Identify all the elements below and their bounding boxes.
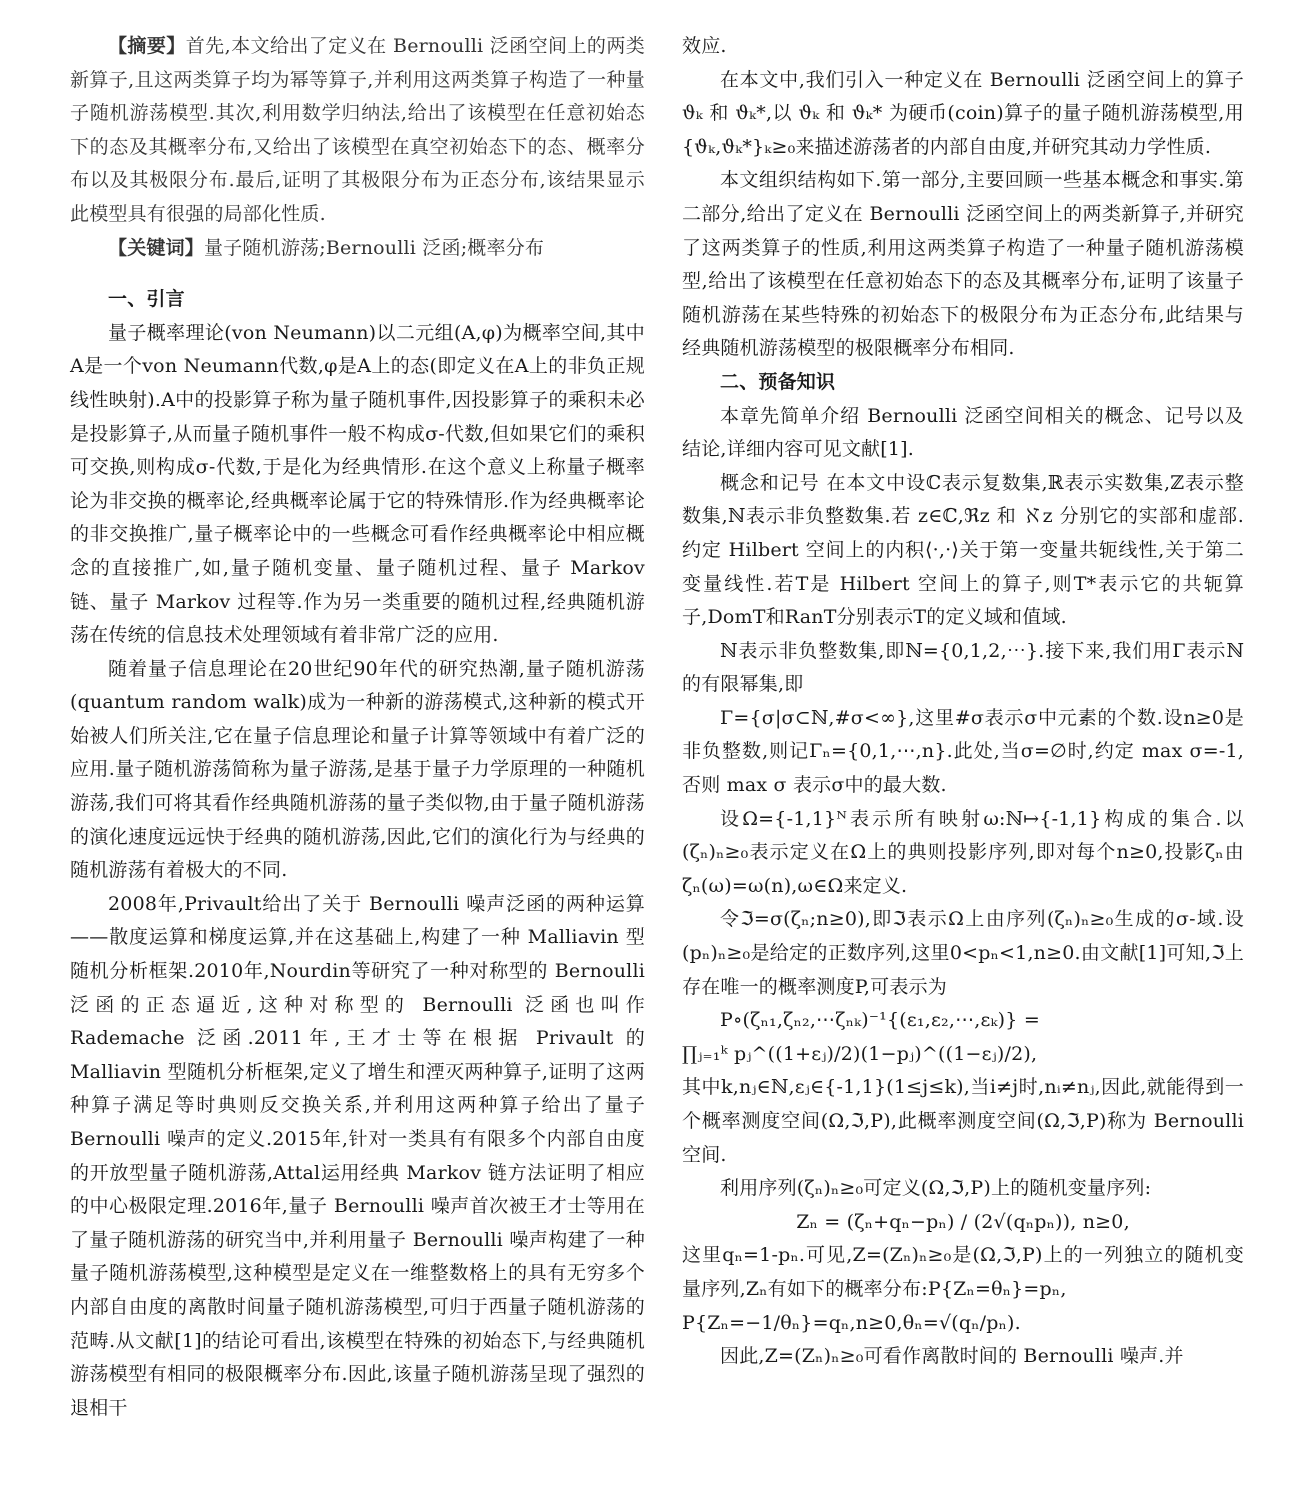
formula-product: ∏ⱼ₌₁ᵏ pⱼ^((1+εⱼ)/2)(1−pⱼ)^((1−εⱼ)/2), (682, 1042, 1038, 1065)
section-prelim-title: 二、预备知识 (720, 370, 836, 393)
paragraph: 利用序列(ζₙ)ₙ≥₀可定义(Ω,ℑ,P)上的随机变量序列: (720, 1177, 1152, 1200)
section-intro-title: 一、引言 (108, 288, 185, 311)
paragraph: 这里qₙ=1-pₙ.可见,Z=(Zₙ)ₙ≥₀是(Ω,ℑ,P)上的一列独立的随机变量序列,Zₙ有如下的概率分布:P{Zₙ=θₙ}=pₙ, (682, 1244, 1244, 1300)
paragraph: 概念和记号 在本文中设ℂ表示复数集,ℝ表示实数集,ℤ表示整数集,ℕ表示非负整数集.若 z∈ℂ,ℜz 和 ℵz 分别它的实部和虚部.约定 Hilbert 空间上的内积⟨·,·⟩关于第一变量共轭线性,关于第二变量线性.若T是 Hilbert 空间上的算子,则T*表示它的共轭算子,DomT和RanT分别表示T的定义域和值域. (682, 471, 1244, 629)
paragraph: 本章先简单介绍 Bernoulli 泛函空间相关的概念、记号以及结论,详细内容可见文献[1]. (682, 404, 1244, 461)
right-column (682, 30, 1244, 1374)
paragraph: 2008年,Privault给出了关于 Bernoulli 噪声泛函的两种运算——散度运算和梯度运算,并在这基础上,构建了一种 Malliavin 型随机分析框架.2010年,Nourdin等研究了一种对称型的 Bernoulli 泛函的正态逼近,这种对称型的 Bernoulli 泛函也叫作 Rademache 泛函.2011年,王才士等在根据 Privault 的 Malliavin 型随机分析框架,定义了增生和湮灭两种算子,证明了这两种算子满足等时典则反交换关系,并利用这两种算子给出了量子 Bernoulli 噪声的定义.2015年,针对一类具有有限多个内部自由度的开放型量子随机游荡,Attal运用经典 Markov 链方法证明了相应的中心极限定理.2016年,量子 Bernoulli 噪声首次被王才士等用在了量子随机游荡的研究当中,并利用量子 Bernoulli 噪声构建了一种量子随机游荡模型,这种模型是定义在一维整数格上的具有无穷多个内部自由度的离散时间量子随机游荡模型,可归于西量子随机游荡的范畴.从文献[1]的结论可看出,该模型在特殊的初始态下,与经典随机游荡模型有相同的极限概率分布.因此,该量子随机游荡呈现了强烈的退相干 (70, 892, 645, 1419)
paragraph: Γ={σ|σ⊂ℕ,#σ<∞},这里#σ表示σ中元素的个数.设n≥0是非负整数,则记Γₙ={0,1,⋯,n}.此处,当σ=∅时,约定 max σ=-1,否则 max σ 表示σ中的最大数. (682, 706, 1244, 797)
formula-zn: Zₙ = (ζₙ+qₙ−pₙ) / (2√(qₙpₙ)), n≥0, (796, 1210, 1130, 1233)
paragraph: 量子概率理论(von Neumann)以二元组(A,φ)为概率空间,其中A是一个von Neumann代数,φ是A上的态(即定义在A上的非负正规线性映射).A中的投影算子称为量子随机事件,因投影算子的乘积未必是投影算子,从而量子随机事件一般不构成σ-代数,但如果它们的乘积可交换,则构成σ-代数,于是化为经典情形.在这个意义上称量子概率论为非交换的概率论,经典概率论属于它的特殊情形.作为经典概率论的非交换推广,量子概率论中的一些概念可看作经典概率论中相应概念的直接推广,如,量子随机变量、量子随机过程、量子 Markov 链、量子 Markov 过程等.作为另一类重要的随机过程,经典随机游荡在传统的信息技术处理领域有着非常广泛的应用. (70, 321, 645, 647)
paragraph: 随着量子信息理论在20世纪90年代的研究热潮,量子随机游荡(quantum random walk)成为一种新的游荡模式,这种新的模式开始被人们所关注,它在量子信息理论和量子计算等领域中有着广泛的应用.量子随机游荡简称为量子游荡,是基于量子力学原理的一种随机游荡,我们可将其看作经典随机游荡的量子类似物,由于量子随机游荡的演化速度远远快于经典的随机游荡,因此,它们的演化行为与经典的随机游荡有着极大的不同. (70, 657, 645, 882)
paragraph: 设Ω={-1,1}ᴺ表示所有映射ω:ℕ↦{-1,1}构成的集合.以(ζₙ)ₙ≥₀表示定义在Ω上的典则投影序列,即对每个n≥0,投影ζₙ由ζₙ(ω)=ω(n),ω∈Ω来定义. (682, 807, 1244, 897)
paragraph: 本文组织结构如下.第一部分,主要回顾一些基本概念和事实.第二部分,给出了定义在 Bernoulli 泛函空间上的两类新算子,并研究了这两类算子的性质,利用这两类算子构造了一种量子随机游荡模型,给出了该模型在任意初始态下的态及其概率分布,证明了该量子随机游荡在某些特殊的初始态下的极限分布为正态分布,此结果与经典随机游荡模型的极限概率分布相同. (682, 169, 1244, 360)
keywords-text: 量子随机游荡;Bernoulli 泛函;概率分布 (204, 236, 545, 259)
paragraph: ℕ表示非负整数集,即ℕ={0,1,2,⋯}.接下来,我们用Γ表示ℕ的有限幂集,即 (682, 639, 1244, 696)
keywords-label: 【关键词】 (108, 236, 205, 259)
abstract-label: 【摘要】 (108, 35, 186, 57)
paragraph: 其中k,nⱼ∈ℕ,εⱼ∈{-1,1}(1≤j≤k),当i≠j时,nᵢ≠nⱼ,因此,就能得到一个概率测度空间(Ω,ℑ,P),此概率测度空间(Ω,ℑ,P)称为 Bernoulli 空间. (682, 1076, 1244, 1166)
paragraph: 令ℑ=σ(ζₙ;n≥0),即ℑ表示Ω上由序列(ζₙ)ₙ≥₀生成的σ-域.设(pₙ)ₙ≥₀是给定的正数序列,这里0<pₙ<1,n≥0.由文献[1]可知,ℑ上存在唯一的概率测度P,可表示为 (682, 908, 1244, 998)
abstract-text: 首先,本文给出了定义在 Bernoulli 泛函空间上的两类新算子,且这两类算子均为幂等算子,并利用这两类算子构造了一种量子随机游荡模型.其次,利用数学归纳法,给出了该模型在任意初始态下的态及其概率分布,又给出了该模型在真空初始态下的态、概率分布以及其极限分布.最后,证明了其极限分布为正态分布,该结果显示此模型具有很强的局部化性质. (70, 35, 645, 225)
formula-probability-measure: P∘(ζₙ₁,ζₙ₂,⋯ζₙₖ)⁻¹{(ε₁,ε₂,⋯,εₖ)} = (720, 1009, 1040, 1032)
paragraph: 因此,Z=(Zₙ)ₙ≥₀可看作离散时间的 Bernoulli 噪声.并 (720, 1345, 1184, 1368)
keywords (70, 232, 645, 266)
paragraph: 效应. (682, 35, 727, 57)
left-column (70, 30, 645, 1425)
paragraph: 在本文中,我们引入一种定义在 Bernoulli 泛函空间上的算子 ϑₖ 和 ϑₖ*,以 ϑₖ 和 ϑₖ* 为硬币(coin)算子的量子随机游荡模型,用{ϑₖ,ϑₖ*}ₖ≥₀来描述游荡者的内部自由度,并研究其动力学性质. (682, 68, 1244, 158)
formula-distribution: P{Zₙ=−1/θₙ}=qₙ,n≥0,θₙ=√(qₙ/pₙ). (682, 1311, 1021, 1334)
abstract (70, 30, 645, 232)
